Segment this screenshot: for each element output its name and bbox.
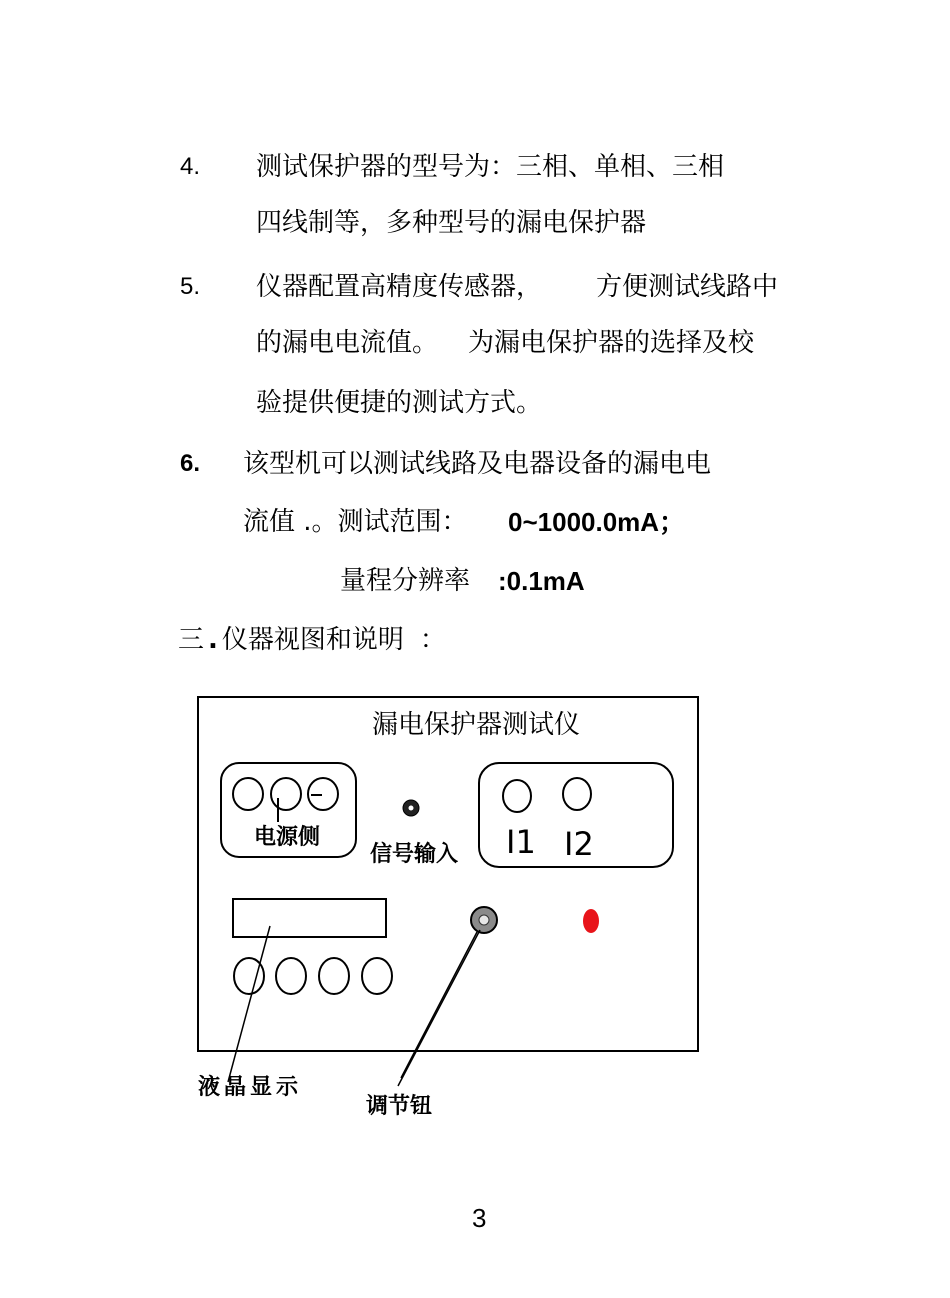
item-6-line-2a: 流值 .。测试范围： [243,507,468,537]
instrument-panel [198,697,698,1051]
section-heading-prefix: 三 [178,625,205,655]
knob-leader-line [398,930,480,1086]
item-4-line-2: 四线制等，多种型号的漏电保护器 [256,208,647,238]
item-6-resolution-value: :0.1mA [498,566,585,596]
item-5-line-1b: 方便测试线路中 [596,272,779,302]
signal-input-jack-center [409,806,414,811]
power-socket-2 [271,778,301,810]
section-heading-text: 仪器视图和说明 [221,625,404,655]
power-side-label: 电源侧 [254,825,321,850]
lcd-label: 液晶显示 [198,1075,303,1100]
instrument-title: 漏电保护器测试仪 [372,710,581,740]
item-5-line-1a: 仪器配置高精度传感器， [256,272,543,302]
item-5-number: 5. [180,273,201,300]
i2-label: I2 [564,825,594,863]
item-6-line-1: 该型机可以测试线路及电器设备的漏电电 [243,449,712,479]
knob-leader-line-2 [401,932,477,1078]
item-5-line-2a: 的漏电电流值。 [256,328,439,358]
lcd-display [233,899,386,937]
signal-input-label: 信号输入 [370,842,459,867]
item-4-line-1: 测试保护器的型号为：三相、单相、三相 [256,152,725,182]
item-4-number: 4. [180,153,201,180]
item-5-line-3: 验提供便捷的测试方式。 [256,388,543,418]
function-button-3 [319,958,349,994]
function-button-2 [276,958,306,994]
i1-jack [503,780,531,812]
item-5-line-2b: 为漏电保护器的选择及校 [468,328,755,358]
indicator-light [583,909,599,933]
section-heading-dot: . [208,625,218,655]
knob-label: 调节钮 [366,1094,433,1119]
adjustment-knob-center [479,915,489,925]
page-number: 3 [472,1203,487,1233]
item-6-resolution-label: 量程分辨率 [340,566,471,596]
i1-label: I1 [506,823,536,861]
power-socket-1 [233,778,263,810]
i2-jack [563,778,591,810]
item-6-number: 6. [180,450,201,477]
item-6-range-value: 0~1000.0mA； [508,507,686,537]
section-heading-colon: ： [419,625,446,655]
lcd-leader-line [228,926,270,1082]
function-button-4 [362,958,392,994]
